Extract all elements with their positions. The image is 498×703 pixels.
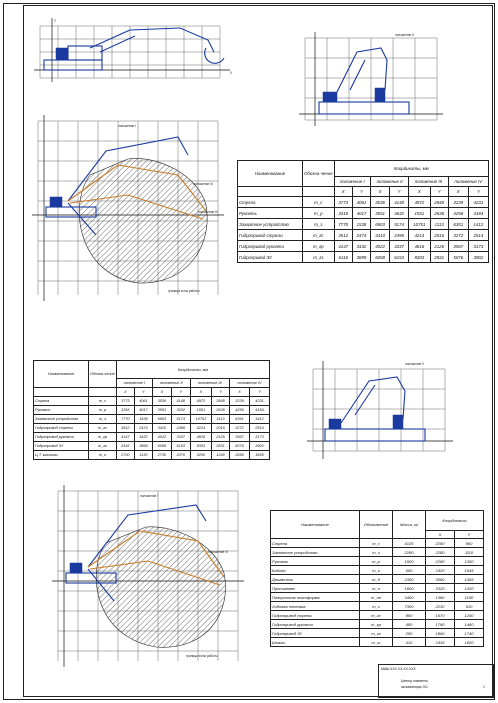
row-value: 6351 <box>448 219 468 230</box>
pos-header-3: положение III <box>409 177 449 187</box>
row-x: 2230 <box>426 602 455 611</box>
title-block <box>378 664 494 698</box>
row-mass: 2280 <box>393 548 426 557</box>
working-zone-hatch <box>79 158 207 283</box>
col-symbol-header: Обозна-чение <box>89 361 117 388</box>
row-value: 4022 <box>152 433 171 442</box>
row-name: Рукоять <box>271 557 360 566</box>
row-value: 8303 <box>409 252 431 263</box>
table-row <box>238 219 489 230</box>
row-value: 3316 <box>334 208 352 219</box>
xy-head: X <box>448 187 468 197</box>
row-value: 3337 <box>390 241 409 252</box>
row-name: Гидропривод рукояти <box>34 433 89 442</box>
row-name: Поворотная платформа <box>271 593 360 602</box>
row-name: Гидропривод ЗУ <box>238 252 303 263</box>
row-value: 3272 <box>448 230 468 241</box>
pos-header-2: положение II <box>371 177 409 187</box>
mass-table <box>270 510 484 647</box>
row-mass: 600 <box>393 566 426 575</box>
row-value: 1551 <box>409 208 431 219</box>
working-zone-hatch-2 <box>96 527 225 647</box>
row-y: 1460 <box>454 620 483 629</box>
row-value: 2848 <box>430 197 448 208</box>
xy-head: X <box>190 388 211 397</box>
row-x: 1790 <box>426 620 455 629</box>
row-value: 1113 <box>212 415 230 424</box>
row-y: 1350 <box>454 557 483 566</box>
row-value: 4017 <box>352 208 370 219</box>
row-name: Захватное устройство <box>238 219 303 230</box>
row-value: 7770 <box>116 415 134 424</box>
mass-col-symbol-header: Обозначение <box>360 511 393 539</box>
row-x: 1670 <box>426 611 455 620</box>
table-row <box>34 397 270 406</box>
row-name: Шпалы <box>271 638 360 647</box>
row-value: 6903 <box>371 219 390 230</box>
row-value: 5174 <box>390 219 409 230</box>
row-name: Ходовая тележка <box>271 602 360 611</box>
coords-table-middle-body <box>34 397 270 460</box>
row-value: 4017 <box>134 406 152 415</box>
table-row <box>238 197 489 208</box>
label-pos1-range-2: положение I <box>140 494 159 498</box>
mass-col-name-header: Наименование <box>271 511 360 539</box>
sheet-number: 1 <box>483 685 485 689</box>
row-symbol: m_c <box>360 539 393 548</box>
row-value: 8303 <box>190 442 211 451</box>
row-name: Гидропривод ЗУ <box>34 442 89 451</box>
mass-table-body <box>271 539 484 647</box>
title-line-1: Центр тяжести <box>401 679 429 683</box>
label-pos4-range-1: положение IV <box>198 210 219 214</box>
pos-header-3: положение III <box>190 379 229 388</box>
row-symbol: m_гс <box>360 611 393 620</box>
row-symbol: m_ш <box>360 638 393 647</box>
title-line-2: экскаватора ЭО- <box>401 685 429 689</box>
row-value: 7770 <box>334 219 352 230</box>
row-name: Стрела <box>34 397 89 406</box>
xy-head: Y <box>454 531 483 539</box>
doc-code: МАШ.ХХХ.ХХ.ХХ.ХХХ <box>381 667 416 671</box>
row-value: 3773 <box>334 197 352 208</box>
table-row <box>271 611 484 620</box>
row-value: 3536 <box>152 397 171 406</box>
table-row <box>271 602 484 611</box>
row-name: Захватное устройство <box>34 415 89 424</box>
row-value: 10751 <box>190 415 211 424</box>
xy-head: X <box>409 187 431 197</box>
diagram-top-right <box>295 30 445 130</box>
row-value: 6058 <box>371 252 390 263</box>
table-row <box>238 252 489 263</box>
row-mass: 2300 <box>393 575 426 584</box>
row-value: 2496 <box>171 424 190 433</box>
row-value: 3899 <box>134 442 152 451</box>
row-value: 2514 <box>250 424 270 433</box>
row-symbol: m_o <box>89 451 117 460</box>
xy-head: Y <box>171 388 190 397</box>
row-value: 3551 <box>371 208 390 219</box>
label-pos3-range-2: положение III <box>208 550 228 554</box>
row-value: 6116 <box>116 442 134 451</box>
row-value: 4972 <box>190 397 211 406</box>
xy-head: X <box>426 531 455 539</box>
row-name: Кабина <box>271 566 360 575</box>
row-mass: 250 <box>393 629 426 638</box>
diagram-top-left <box>30 18 240 90</box>
row-mass: 3400 <box>393 593 426 602</box>
row-value: 2636 <box>430 208 448 219</box>
row-value: 6903 <box>152 415 171 424</box>
table-row <box>271 584 484 593</box>
row-y: 960 <box>454 539 483 548</box>
row-mass: 7300 <box>393 602 426 611</box>
row-symbol: m_c <box>303 197 335 208</box>
row-symbol: m_з <box>89 415 117 424</box>
row-value: 2831 <box>430 252 448 263</box>
row-value: 4231 <box>468 197 488 208</box>
row-value: 3316 <box>116 406 134 415</box>
row-x: 2280 <box>426 539 455 548</box>
row-y: 1110 <box>454 548 483 557</box>
label-pos1-range-1: положение I <box>118 124 137 128</box>
row-value: 2514 <box>468 230 488 241</box>
row-value: 2016 <box>212 424 230 433</box>
row-value: 2848 <box>212 397 230 406</box>
row-y: 910 <box>454 602 483 611</box>
row-value: 1538 <box>134 415 152 424</box>
pos-header-4: положение IV <box>448 177 488 187</box>
row-symbol: m_гр <box>89 433 117 442</box>
row-symbol: m_гз <box>303 252 335 263</box>
row-name: Гидропривод ЗУ <box>271 629 360 638</box>
row-value: 3551 <box>152 406 171 415</box>
mass-col-coords-header: Координаты <box>426 511 484 531</box>
table-row <box>271 566 484 575</box>
row-value: 2496 <box>390 230 409 241</box>
diagram-working-range-1 <box>28 115 228 310</box>
xy-head: Y <box>212 388 230 397</box>
row-value: 2650 <box>230 451 250 460</box>
row-mass: 400 <box>393 620 426 629</box>
table-row <box>271 620 484 629</box>
row-value: 1412 <box>468 219 488 230</box>
row-symbol: m_з <box>303 219 335 230</box>
row-value: 3902 <box>250 442 270 451</box>
row-value: 2730 <box>152 451 171 460</box>
row-mass: 1600 <box>393 584 426 593</box>
row-value: 2126 <box>430 241 448 252</box>
xy-head: X <box>334 187 352 197</box>
label-pos-top-right: положение II <box>395 33 414 37</box>
row-value: 6058 <box>152 442 171 451</box>
row-symbol: m_п <box>360 584 393 593</box>
row-symbol: m_гс <box>303 230 335 241</box>
row-y: 1150 <box>454 593 483 602</box>
row-value: 4231 <box>250 397 270 406</box>
row-value: 1130 <box>134 451 152 460</box>
xy-head: Y <box>352 187 370 197</box>
row-value: 5076 <box>230 442 250 451</box>
row-value: 3200 <box>190 451 211 460</box>
table-row <box>34 451 270 460</box>
row-value: 4816 <box>409 241 431 252</box>
table-row <box>238 208 489 219</box>
row-x: 2280 <box>426 557 455 566</box>
row-symbol: m_р <box>89 406 117 415</box>
row-value: 3173 <box>468 241 488 252</box>
row-x: 2280 <box>426 548 455 557</box>
row-value: 1240 <box>212 451 230 460</box>
row-value: 4147 <box>334 241 352 252</box>
row-value: 3899 <box>352 252 370 263</box>
col-symbol-header: Обозна-чение <box>303 161 335 187</box>
xy-head: X <box>152 388 171 397</box>
diagram-mid-right <box>305 355 455 465</box>
pos-header-1: положение I <box>116 379 152 388</box>
row-value: 1655 <box>250 451 270 460</box>
row-symbol: m_р <box>303 208 335 219</box>
row-mass: 800 <box>393 611 426 620</box>
row-x: 2420 <box>426 566 455 575</box>
row-x: 2435 <box>426 638 455 647</box>
xy-head: X <box>230 388 250 397</box>
table-row <box>34 433 270 442</box>
coords-table-upper-body <box>238 197 489 263</box>
row-name: Гидропривод рукояти <box>271 620 360 629</box>
row-y: 1545 <box>454 566 483 575</box>
row-value: 4816 <box>190 433 211 442</box>
row-value: 1538 <box>352 219 370 230</box>
xy-head: X <box>371 187 390 197</box>
row-value: 4214 <box>190 424 211 433</box>
row-value: 4972 <box>409 197 431 208</box>
pos-header-4: положение IV <box>230 379 270 388</box>
row-value: 4061 <box>352 197 370 208</box>
row-value: 4256 <box>448 208 468 219</box>
table-row <box>238 241 489 252</box>
row-value: 1113 <box>430 219 448 230</box>
row-name: Противовес <box>271 584 360 593</box>
row-x: 1380 <box>426 593 455 602</box>
row-value: 3432 <box>134 433 152 442</box>
row-value: 2070 <box>171 451 190 460</box>
row-value: 3173 <box>250 433 270 442</box>
table-row <box>34 442 270 451</box>
table-row <box>238 230 489 241</box>
axis-x-label: X <box>230 71 233 75</box>
row-y: 1455 <box>454 575 483 584</box>
row-mass: 1500 <box>393 557 426 566</box>
row-symbol: m_д <box>360 575 393 584</box>
row-symbol: m_гз <box>89 442 117 451</box>
row-value: 2636 <box>212 406 230 415</box>
row-value: 3337 <box>171 433 190 442</box>
label-pos-mid-right: положение II <box>405 362 424 366</box>
row-y: 1250 <box>454 611 483 620</box>
col-name-header: Наименование <box>34 361 89 388</box>
xy-head: X <box>116 388 134 397</box>
label-pos3-range-1: положение III <box>193 182 213 186</box>
row-value: 2474 <box>352 230 370 241</box>
row-y: 1620 <box>454 638 483 647</box>
row-value: 2831 <box>212 442 230 451</box>
row-value: 4214 <box>409 230 431 241</box>
row-value: 6116 <box>334 252 352 263</box>
row-value: 2720 <box>116 451 134 460</box>
row-value: 3410 <box>152 424 171 433</box>
row-value: 5076 <box>448 252 468 263</box>
row-value: 3632 <box>171 406 190 415</box>
col-name-header: Наименование <box>238 161 303 187</box>
row-value: 6153 <box>171 442 190 451</box>
table-row <box>271 557 484 566</box>
row-name: Гидропривод рукояти <box>238 241 303 252</box>
row-symbol: m_р <box>360 557 393 566</box>
table-row <box>271 548 484 557</box>
row-name: Захватное устройство <box>271 548 360 557</box>
axis-y-label: Y <box>54 19 57 23</box>
row-value: 4184 <box>468 208 488 219</box>
grid-top-right <box>305 38 437 120</box>
row-value: 2016 <box>430 230 448 241</box>
row-value: 4061 <box>134 397 152 406</box>
row-value: 3567 <box>230 433 250 442</box>
row-value: 4256 <box>230 406 250 415</box>
xy-head: Y <box>390 187 409 197</box>
row-name: Гидропривод стрелы <box>238 230 303 241</box>
row-value: 5174 <box>171 415 190 424</box>
row-x: 3060 <box>426 575 455 584</box>
row-value: 6351 <box>230 415 250 424</box>
excavator-top-left <box>44 28 224 70</box>
row-value: 4147 <box>116 433 134 442</box>
row-value: 3239 <box>448 197 468 208</box>
label-zone-range-2: граница зоны работы <box>186 654 218 658</box>
row-name: Ц.Т. машины <box>34 451 89 460</box>
table-row <box>271 593 484 602</box>
xy-head: Y <box>250 388 270 397</box>
row-value: 6153 <box>390 252 409 263</box>
coords-table-middle <box>33 360 270 460</box>
row-value: 3512 <box>334 230 352 241</box>
table-row <box>271 638 484 647</box>
row-value: 3512 <box>116 424 134 433</box>
col-coords-header: Координаты, мм <box>334 161 488 177</box>
label-zone-range-1: граница зоны работы <box>168 289 200 293</box>
table-row <box>34 415 270 424</box>
row-symbol: m_пп <box>360 593 393 602</box>
row-value: 1551 <box>190 406 211 415</box>
row-value: 2126 <box>212 433 230 442</box>
row-name: Стрела <box>271 539 360 548</box>
row-name: Гидропривод стрелы <box>34 424 89 433</box>
row-name: Рукоять <box>34 406 89 415</box>
row-name: Стрела <box>238 197 303 208</box>
row-value: 10751 <box>409 219 431 230</box>
pos-header-2: положение II <box>152 379 190 388</box>
row-y: 1320 <box>454 584 483 593</box>
row-x: 1860 <box>426 629 455 638</box>
coords-table-upper <box>237 160 489 263</box>
row-mass: 410 <box>393 638 426 647</box>
xy-head: Y <box>468 187 488 197</box>
row-value: 3410 <box>371 230 390 241</box>
diagram-working-range-2 <box>48 485 248 675</box>
row-name: Гидропривод стрелы <box>271 611 360 620</box>
row-value: 2474 <box>134 424 152 433</box>
row-y: 1740 <box>454 629 483 638</box>
table-row <box>271 575 484 584</box>
row-value: 3239 <box>230 397 250 406</box>
row-name: Двигатель <box>271 575 360 584</box>
row-symbol: m_з <box>360 548 393 557</box>
mass-col-mass-header: Масса, кг <box>393 511 426 539</box>
row-symbol: m_c <box>89 397 117 406</box>
row-value: 4148 <box>390 197 409 208</box>
row-symbol: m_гс <box>89 424 117 433</box>
row-value: 3432 <box>352 241 370 252</box>
row-name: Рукоять <box>238 208 303 219</box>
row-value: 3536 <box>371 197 390 208</box>
pos-header-1: положение I <box>334 177 370 187</box>
row-value: 3773 <box>116 397 134 406</box>
row-symbol: m_гр <box>360 620 393 629</box>
row-symbol: m_гз <box>360 629 393 638</box>
row-mass: 4125 <box>393 539 426 548</box>
row-value: 4022 <box>371 241 390 252</box>
table-row <box>271 629 484 638</box>
table-row <box>34 424 270 433</box>
row-value: 3632 <box>390 208 409 219</box>
row-symbol: m_гр <box>303 241 335 252</box>
col-coords-header: Координаты, мм <box>116 361 269 379</box>
xy-head: Y <box>430 187 448 197</box>
table-row <box>271 539 484 548</box>
table-row <box>34 406 270 415</box>
row-value: 1412 <box>250 415 270 424</box>
row-value: 3902 <box>468 252 488 263</box>
row-value: 4148 <box>171 397 190 406</box>
xy-head: Y <box>134 388 152 397</box>
row-value: 3567 <box>448 241 468 252</box>
row-symbol: m_к <box>360 566 393 575</box>
row-symbol: m_х <box>360 602 393 611</box>
row-value: 3272 <box>230 424 250 433</box>
row-x: 3320 <box>426 584 455 593</box>
row-value: 4184 <box>250 406 270 415</box>
